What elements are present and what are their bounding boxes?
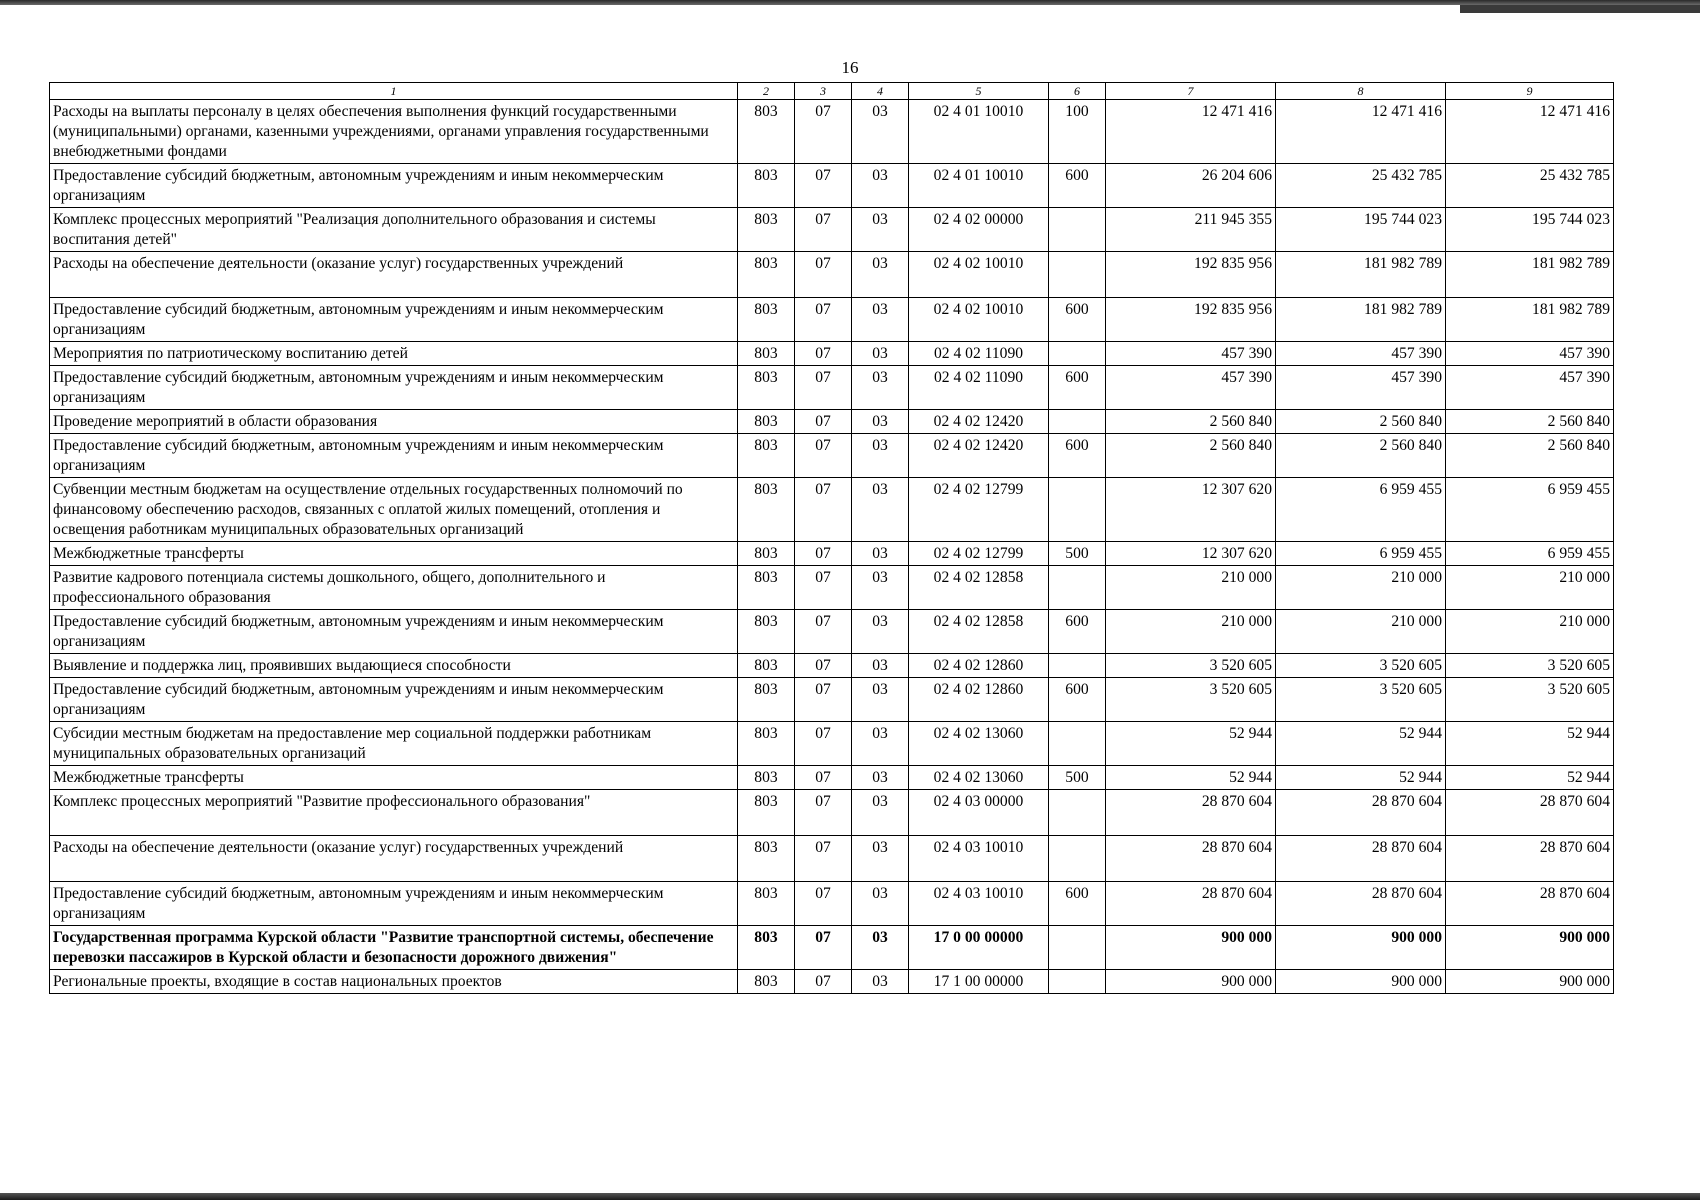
- code-target-article-cell: 02 4 02 00000: [909, 208, 1049, 252]
- code-section-cell: 07: [795, 970, 852, 994]
- amount-cell-col8: 181 982 789: [1276, 252, 1446, 298]
- amount-cell-col7: 52 944: [1106, 722, 1276, 766]
- code-target-article-cell: 02 4 02 13060: [909, 722, 1049, 766]
- column-header: 2: [738, 83, 795, 100]
- table-row: [50, 478, 1614, 542]
- amount-cell-col7: 210 000: [1106, 566, 1276, 610]
- row-name-cell: Межбюджетные трансферты: [50, 542, 738, 566]
- amount-cell-col8: 900 000: [1276, 926, 1446, 970]
- row-name-cell: Субсидии местным бюджетам на предоставление мер социальной поддержки работникам муниципальных образовательных организаций: [50, 722, 738, 766]
- amount-cell-col9: 195 744 023: [1446, 208, 1614, 252]
- row-name-cell: Расходы на обеспечение деятельности (оказание услуг) государственных учреждений: [50, 252, 738, 298]
- table-row: [50, 654, 1614, 678]
- code-section-cell: 07: [795, 434, 852, 478]
- code-target-article-cell: 02 4 01 10010: [909, 164, 1049, 208]
- code-expense-type-cell: 500: [1049, 542, 1106, 566]
- row-name-cell: Комплекс процессных мероприятий "Развитие профессионального образования": [50, 790, 738, 836]
- amount-cell-col7: 26 204 606: [1106, 164, 1276, 208]
- table-row: [50, 542, 1614, 566]
- amount-cell-col7: 457 390: [1106, 342, 1276, 366]
- amount-cell-col7: 28 870 604: [1106, 882, 1276, 926]
- amount-cell-col9: 181 982 789: [1446, 298, 1614, 342]
- amount-cell-col8: 3 520 605: [1276, 654, 1446, 678]
- code-ministry-cell: 803: [738, 342, 795, 366]
- table-row: [50, 790, 1614, 836]
- code-expense-type-cell: 600: [1049, 882, 1106, 926]
- amount-cell-col9: 52 944: [1446, 766, 1614, 790]
- amount-cell-col9: 900 000: [1446, 970, 1614, 994]
- code-section-cell: 07: [795, 766, 852, 790]
- code-section-cell: 07: [795, 252, 852, 298]
- code-subsection-cell: 03: [852, 970, 909, 994]
- code-expense-type-cell: 600: [1049, 164, 1106, 208]
- amount-cell-col7: 2 560 840: [1106, 434, 1276, 478]
- code-ministry-cell: 803: [738, 882, 795, 926]
- code-subsection-cell: 03: [852, 478, 909, 542]
- table-row: [50, 722, 1614, 766]
- code-expense-type-cell: 600: [1049, 610, 1106, 654]
- row-name-cell: Предоставление субсидий бюджетным, автономным учреждениям и иным некоммерческим организациям: [50, 164, 738, 208]
- amount-cell-col7: 28 870 604: [1106, 790, 1276, 836]
- code-subsection-cell: 03: [852, 100, 909, 164]
- table-row: [50, 610, 1614, 654]
- column-header: 7: [1106, 83, 1276, 100]
- code-ministry-cell: 803: [738, 164, 795, 208]
- table-body: [50, 100, 1614, 994]
- code-target-article-cell: 02 4 02 12858: [909, 610, 1049, 654]
- amount-cell-col8: 25 432 785: [1276, 164, 1446, 208]
- table-row: [50, 678, 1614, 722]
- amount-cell-col7: 210 000: [1106, 610, 1276, 654]
- code-section-cell: 07: [795, 926, 852, 970]
- row-name-cell: Предоставление субсидий бюджетным, автономным учреждениям и иным некоммерческим организациям: [50, 298, 738, 342]
- code-expense-type-cell: [1049, 654, 1106, 678]
- code-section-cell: 07: [795, 790, 852, 836]
- code-expense-type-cell: 500: [1049, 766, 1106, 790]
- code-section-cell: 07: [795, 298, 852, 342]
- code-subsection-cell: 03: [852, 208, 909, 252]
- amount-cell-col7: 2 560 840: [1106, 410, 1276, 434]
- code-target-article-cell: 02 4 03 10010: [909, 836, 1049, 882]
- table-row: [50, 766, 1614, 790]
- amount-cell-col9: 28 870 604: [1446, 790, 1614, 836]
- row-name-cell: Государственная программа Курской области "Развитие транспортной системы, обеспечение перевозки пассажиров в Курской области и безопасности дорожного движения": [50, 926, 738, 970]
- code-expense-type-cell: 600: [1049, 678, 1106, 722]
- code-ministry-cell: 803: [738, 836, 795, 882]
- code-section-cell: 07: [795, 836, 852, 882]
- amount-cell-col8: 210 000: [1276, 610, 1446, 654]
- row-name-cell: Предоставление субсидий бюджетным, автономным учреждениям и иным некоммерческим организациям: [50, 678, 738, 722]
- scan-edge-bottom: [0, 1193, 1700, 1200]
- scan-edge-top-right: [1460, 5, 1700, 13]
- code-target-article-cell: 02 4 02 12420: [909, 410, 1049, 434]
- table-row: [50, 252, 1614, 298]
- column-header: 6: [1049, 83, 1106, 100]
- code-expense-type-cell: [1049, 566, 1106, 610]
- amount-cell-col8: 6 959 455: [1276, 478, 1446, 542]
- code-section-cell: 07: [795, 410, 852, 434]
- code-ministry-cell: 803: [738, 566, 795, 610]
- code-expense-type-cell: 600: [1049, 434, 1106, 478]
- code-expense-type-cell: 600: [1049, 298, 1106, 342]
- column-header: 4: [852, 83, 909, 100]
- amount-cell-col7: 12 471 416: [1106, 100, 1276, 164]
- code-ministry-cell: 803: [738, 970, 795, 994]
- table-row: [50, 434, 1614, 478]
- column-header: 1: [50, 83, 738, 100]
- amount-cell-col9: 2 560 840: [1446, 434, 1614, 478]
- amount-cell-col8: 195 744 023: [1276, 208, 1446, 252]
- amount-cell-col9: 3 520 605: [1446, 654, 1614, 678]
- code-ministry-cell: 803: [738, 478, 795, 542]
- amount-cell-col7: 900 000: [1106, 926, 1276, 970]
- amount-cell-col7: 900 000: [1106, 970, 1276, 994]
- code-ministry-cell: 803: [738, 366, 795, 410]
- amount-cell-col9: 900 000: [1446, 926, 1614, 970]
- amount-cell-col7: 192 835 956: [1106, 252, 1276, 298]
- code-ministry-cell: 803: [738, 100, 795, 164]
- amount-cell-col9: 28 870 604: [1446, 882, 1614, 926]
- row-name-cell: Расходы на выплаты персоналу в целях обеспечения выполнения функций государственными (муниципальными) органами, казенными учреждениями, органами управления государственными внебюджетными фондами: [50, 100, 738, 164]
- code-target-article-cell: 02 4 02 12860: [909, 678, 1049, 722]
- amount-cell-col9: 3 520 605: [1446, 678, 1614, 722]
- amount-cell-col8: 210 000: [1276, 566, 1446, 610]
- table-row: [50, 566, 1614, 610]
- code-target-article-cell: 02 4 02 10010: [909, 252, 1049, 298]
- row-name-cell: Межбюджетные трансферты: [50, 766, 738, 790]
- code-target-article-cell: 02 4 02 12799: [909, 542, 1049, 566]
- code-expense-type-cell: [1049, 478, 1106, 542]
- code-subsection-cell: 03: [852, 882, 909, 926]
- code-subsection-cell: 03: [852, 926, 909, 970]
- table-row: [50, 366, 1614, 410]
- code-target-article-cell: 02 4 02 12860: [909, 654, 1049, 678]
- table-row: [50, 970, 1614, 994]
- code-target-article-cell: 02 4 03 10010: [909, 882, 1049, 926]
- code-expense-type-cell: [1049, 410, 1106, 434]
- amount-cell-col7: 12 307 620: [1106, 478, 1276, 542]
- table-row: [50, 882, 1614, 926]
- code-ministry-cell: 803: [738, 434, 795, 478]
- amount-cell-col8: 3 520 605: [1276, 678, 1446, 722]
- code-section-cell: 07: [795, 882, 852, 926]
- amount-cell-col9: 28 870 604: [1446, 836, 1614, 882]
- scan-edge-top: [0, 0, 1700, 5]
- amount-cell-col8: 28 870 604: [1276, 836, 1446, 882]
- amount-cell-col7: 457 390: [1106, 366, 1276, 410]
- amount-cell-col7: 211 945 355: [1106, 208, 1276, 252]
- row-name-cell: Развитие кадрового потенциала системы дошкольного, общего, дополнительного и профессионального образования: [50, 566, 738, 610]
- code-ministry-cell: 803: [738, 926, 795, 970]
- row-name-cell: Субвенции местным бюджетам на осуществление отдельных государственных полномочий по финансовому обеспечению расходов, связанных с оплатой жилых помещений, отопления и освещения работникам муниципальных образовательных организаций: [50, 478, 738, 542]
- amount-cell-col9: 52 944: [1446, 722, 1614, 766]
- code-target-article-cell: 02 4 02 12420: [909, 434, 1049, 478]
- column-header: 9: [1446, 83, 1614, 100]
- code-ministry-cell: 803: [738, 722, 795, 766]
- column-number-header-row: [50, 83, 1614, 100]
- amount-cell-col7: 192 835 956: [1106, 298, 1276, 342]
- row-name-cell: Комплекс процессных мероприятий "Реализация дополнительного образования и системы воспитания детей": [50, 208, 738, 252]
- budget-table: [49, 82, 1614, 994]
- code-target-article-cell: 02 4 02 10010: [909, 298, 1049, 342]
- code-ministry-cell: 803: [738, 678, 795, 722]
- row-name-cell: Предоставление субсидий бюджетным, автономным учреждениям и иным некоммерческим организациям: [50, 434, 738, 478]
- code-section-cell: 07: [795, 342, 852, 366]
- amount-cell-col9: 12 471 416: [1446, 100, 1614, 164]
- row-name-cell: Предоставление субсидий бюджетным, автономным учреждениям и иным некоммерческим организациям: [50, 882, 738, 926]
- code-target-article-cell: 02 4 02 12799: [909, 478, 1049, 542]
- code-subsection-cell: 03: [852, 722, 909, 766]
- row-name-cell: Проведение мероприятий в области образования: [50, 410, 738, 434]
- amount-cell-col9: 2 560 840: [1446, 410, 1614, 434]
- table-row: [50, 410, 1614, 434]
- code-target-article-cell: 02 4 02 12858: [909, 566, 1049, 610]
- code-target-article-cell: 17 0 00 00000: [909, 926, 1049, 970]
- code-subsection-cell: 03: [852, 410, 909, 434]
- column-header: 3: [795, 83, 852, 100]
- code-section-cell: 07: [795, 610, 852, 654]
- code-target-article-cell: 02 4 02 11090: [909, 342, 1049, 366]
- amount-cell-col8: 12 471 416: [1276, 100, 1446, 164]
- amount-cell-col8: 900 000: [1276, 970, 1446, 994]
- code-section-cell: 07: [795, 566, 852, 610]
- amount-cell-col8: 6 959 455: [1276, 542, 1446, 566]
- code-expense-type-cell: 100: [1049, 100, 1106, 164]
- table-row: [50, 926, 1614, 970]
- code-subsection-cell: 03: [852, 366, 909, 410]
- table-row: [50, 836, 1614, 882]
- code-subsection-cell: 03: [852, 836, 909, 882]
- amount-cell-col9: 181 982 789: [1446, 252, 1614, 298]
- amount-cell-col7: 3 520 605: [1106, 654, 1276, 678]
- code-subsection-cell: 03: [852, 434, 909, 478]
- amount-cell-col7: 12 307 620: [1106, 542, 1276, 566]
- code-subsection-cell: 03: [852, 610, 909, 654]
- table-row: [50, 208, 1614, 252]
- code-ministry-cell: 803: [738, 790, 795, 836]
- code-target-article-cell: 02 4 02 11090: [909, 366, 1049, 410]
- code-ministry-cell: 803: [738, 410, 795, 434]
- code-section-cell: 07: [795, 208, 852, 252]
- row-name-cell: Региональные проекты, входящие в состав национальных проектов: [50, 970, 738, 994]
- code-ministry-cell: 803: [738, 208, 795, 252]
- code-subsection-cell: 03: [852, 164, 909, 208]
- code-expense-type-cell: [1049, 342, 1106, 366]
- code-expense-type-cell: 600: [1049, 366, 1106, 410]
- code-ministry-cell: 803: [738, 654, 795, 678]
- code-ministry-cell: 803: [738, 542, 795, 566]
- code-target-article-cell: 17 1 00 00000: [909, 970, 1049, 994]
- code-target-article-cell: 02 4 02 13060: [909, 766, 1049, 790]
- code-expense-type-cell: [1049, 836, 1106, 882]
- amount-cell-col9: 457 390: [1446, 342, 1614, 366]
- code-expense-type-cell: [1049, 926, 1106, 970]
- code-expense-type-cell: [1049, 722, 1106, 766]
- code-expense-type-cell: [1049, 970, 1106, 994]
- amount-cell-col8: 181 982 789: [1276, 298, 1446, 342]
- column-header: 8: [1276, 83, 1446, 100]
- code-section-cell: 07: [795, 654, 852, 678]
- table-row: [50, 298, 1614, 342]
- row-name-cell: Мероприятия по патриотическому воспитанию детей: [50, 342, 738, 366]
- code-ministry-cell: 803: [738, 766, 795, 790]
- table-row: [50, 342, 1614, 366]
- code-target-article-cell: 02 4 01 10010: [909, 100, 1049, 164]
- row-name-cell: Предоставление субсидий бюджетным, автономным учреждениям и иным некоммерческим организациям: [50, 610, 738, 654]
- amount-cell-col9: 6 959 455: [1446, 542, 1614, 566]
- amount-cell-col9: 457 390: [1446, 366, 1614, 410]
- table-row: [50, 100, 1614, 164]
- page-number: 16: [841, 58, 859, 77]
- amount-cell-col7: 28 870 604: [1106, 836, 1276, 882]
- code-subsection-cell: 03: [852, 252, 909, 298]
- code-subsection-cell: 03: [852, 342, 909, 366]
- column-header: 5: [909, 83, 1049, 100]
- code-section-cell: 07: [795, 164, 852, 208]
- code-subsection-cell: 03: [852, 298, 909, 342]
- code-section-cell: 07: [795, 100, 852, 164]
- amount-cell-col9: 25 432 785: [1446, 164, 1614, 208]
- amount-cell-col8: 2 560 840: [1276, 434, 1446, 478]
- code-section-cell: 07: [795, 678, 852, 722]
- code-section-cell: 07: [795, 542, 852, 566]
- amount-cell-col8: 28 870 604: [1276, 790, 1446, 836]
- code-subsection-cell: 03: [852, 566, 909, 610]
- amount-cell-col9: 6 959 455: [1446, 478, 1614, 542]
- code-expense-type-cell: [1049, 252, 1106, 298]
- code-section-cell: 07: [795, 722, 852, 766]
- code-ministry-cell: 803: [738, 610, 795, 654]
- amount-cell-col8: 457 390: [1276, 366, 1446, 410]
- row-name-cell: Выявление и поддержка лиц, проявивших выдающиеся способности: [50, 654, 738, 678]
- row-name-cell: Предоставление субсидий бюджетным, автономным учреждениям и иным некоммерческим организациям: [50, 366, 738, 410]
- code-subsection-cell: 03: [852, 678, 909, 722]
- amount-cell-col8: 52 944: [1276, 722, 1446, 766]
- code-subsection-cell: 03: [852, 790, 909, 836]
- amount-cell-col7: 52 944: [1106, 766, 1276, 790]
- code-expense-type-cell: [1049, 790, 1106, 836]
- amount-cell-col9: 210 000: [1446, 610, 1614, 654]
- table-row: [50, 164, 1614, 208]
- row-name-cell: Расходы на обеспечение деятельности (оказание услуг) государственных учреждений: [50, 836, 738, 882]
- code-target-article-cell: 02 4 03 00000: [909, 790, 1049, 836]
- code-ministry-cell: 803: [738, 298, 795, 342]
- code-section-cell: 07: [795, 366, 852, 410]
- code-expense-type-cell: [1049, 208, 1106, 252]
- amount-cell-col8: 2 560 840: [1276, 410, 1446, 434]
- amount-cell-col8: 52 944: [1276, 766, 1446, 790]
- amount-cell-col8: 457 390: [1276, 342, 1446, 366]
- amount-cell-col8: 28 870 604: [1276, 882, 1446, 926]
- code-section-cell: 07: [795, 478, 852, 542]
- amount-cell-col9: 210 000: [1446, 566, 1614, 610]
- code-ministry-cell: 803: [738, 252, 795, 298]
- code-subsection-cell: 03: [852, 654, 909, 678]
- amount-cell-col7: 3 520 605: [1106, 678, 1276, 722]
- code-subsection-cell: 03: [852, 766, 909, 790]
- code-subsection-cell: 03: [852, 542, 909, 566]
